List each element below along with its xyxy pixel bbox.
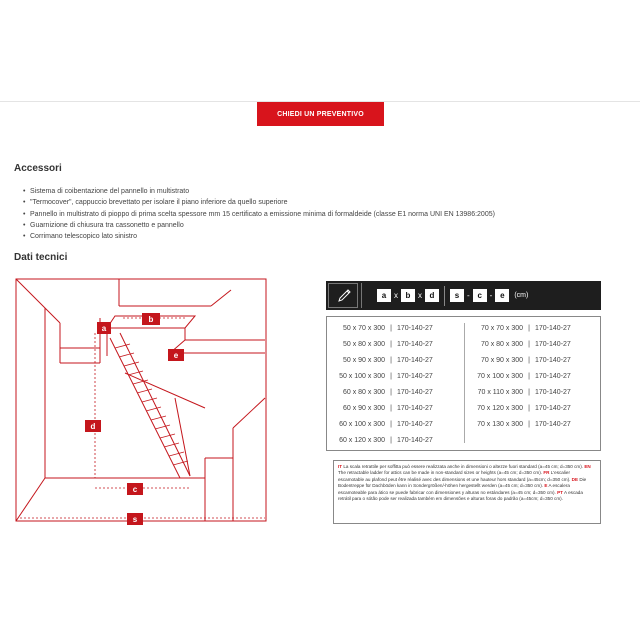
dim-letter: c [473,289,487,302]
table-row: 60 x 100 x 300 | 170-140-27 [339,421,433,428]
table-row: 60 x 90 x 300 | 170-140-27 [342,405,433,412]
note-lang: EN [584,464,591,469]
table-row: 70 x 110 x 300 | 170-140-27 [477,389,571,396]
table-row: 70 x 80 x 300 | 170-140-27 [480,341,571,348]
accessori-item: • Pannello in multistrato di pioppo di prima scelta spessore mm 15 certificato a emissione minima di formaldeide (classe E1 norma UNI EN 13986:2005) [30,209,495,220]
table-row: 50 x 100 x 300 | 170-140-27 [339,373,433,380]
dim-letter: s [450,289,464,302]
accessori-item: • Sistema di coibentazione del pannello in multistrato [30,186,495,197]
table-row: 60 x 120 x 300 | 170-140-27 [339,437,433,444]
note-lang: IT [338,464,343,469]
note-lang: DE [571,476,579,482]
accessori-item: • Guarnizione di chiusura tra cassonetto e pannello [30,220,495,231]
label-c: c [132,485,138,494]
accessori-item: • "Termocover", cappuccio brevettato per isolare il piano inferiore da quello superiore [30,197,495,208]
table-row: 70 x 100 x 300 | 170-140-27 [477,373,571,380]
table-row: 70 x 120 x 300 | 170-140-27 [477,405,571,412]
sizes-table [326,316,601,451]
accessori-list [30,186,495,242]
dim-divider [444,286,445,306]
note-text: La scala retrattile per soffitta può essere realizzata anche in dimensioni o altezze fuori standard (a=45 cm; d=350 cm). [343,464,584,469]
dim-letter: e [495,289,509,302]
column-divider [464,323,465,443]
dati-tecnici-heading: Dati tecnici [14,252,68,263]
note-text: Die Bodentreppe für Dachböden kann in Sondergrößen/-höhen hergestellt werden (a=45 cm; d=350 cm). [338,476,587,489]
table-row: 70 x 70 x 300 | 170-140-27 [480,325,571,332]
table-row: 70 x 130 x 300 | 170-140-27 [477,421,571,428]
table-row: 50 x 90 x 300 | 170-140-27 [342,357,433,364]
dim-unit: (cm) [514,292,529,299]
request-quote-button[interactable]: CHIEDI UN PREVENTIVO [257,102,384,126]
note-lang: E [544,483,548,489]
header-divider [361,283,362,308]
dim-times: x [394,291,398,300]
note-text: The retractable ladder for attics can be made in non-standard sizes or heights (a=45 cm; d=350 cm). [338,470,543,476]
label-s: s [132,515,138,524]
dim-letter: d [425,289,439,302]
dimensions-header [326,281,601,310]
dim-times: x [418,291,422,300]
table-row: 60 x 80 x 300 | 170-140-27 [342,389,433,396]
accessori-item: • Corrimano telescopico lato sinistro [30,231,495,242]
table-row: 50 x 70 x 300 | 170-140-27 [342,325,433,332]
table-row: 70 x 90 x 300 | 170-140-27 [480,357,571,364]
dim-letter: b [401,289,415,302]
label-b: b [148,315,154,324]
accessori-heading: Accessori [14,163,62,174]
note-text: A escalera escamoteable para ático se puede fabricar con dimensiones y alturas no estándares (a=45 cm; d=350 cm). [338,483,570,495]
note-text: L'escalier escamotable au plafond peut être réalisé avec des dimensions et une hauteur hors standard (a=45cm; d=350 cm). [338,470,571,482]
label-d: d [90,422,96,431]
pencil-icon [336,288,352,304]
note-lang: FR [543,470,550,476]
ladder-diagram [15,278,285,528]
custom-size-note [333,460,601,524]
pencil-icon-box [328,283,358,308]
note-text: A escada retrátil para o sótão pode ser realizada também em dimensões e alturas foras do padrão (a=45cm; d=350 cm). [338,489,583,502]
label-a: a [101,324,107,333]
label-e: e [173,351,179,360]
sizes-column-left [331,321,433,449]
sizes-column-right [469,321,571,433]
note-lang: PT [557,489,563,495]
table-row: 50 x 80 x 300 | 170-140-27 [342,341,433,348]
dimension-formula: a x b x d s - c - e (cm) [376,288,528,303]
dim-letter: a [377,289,391,302]
